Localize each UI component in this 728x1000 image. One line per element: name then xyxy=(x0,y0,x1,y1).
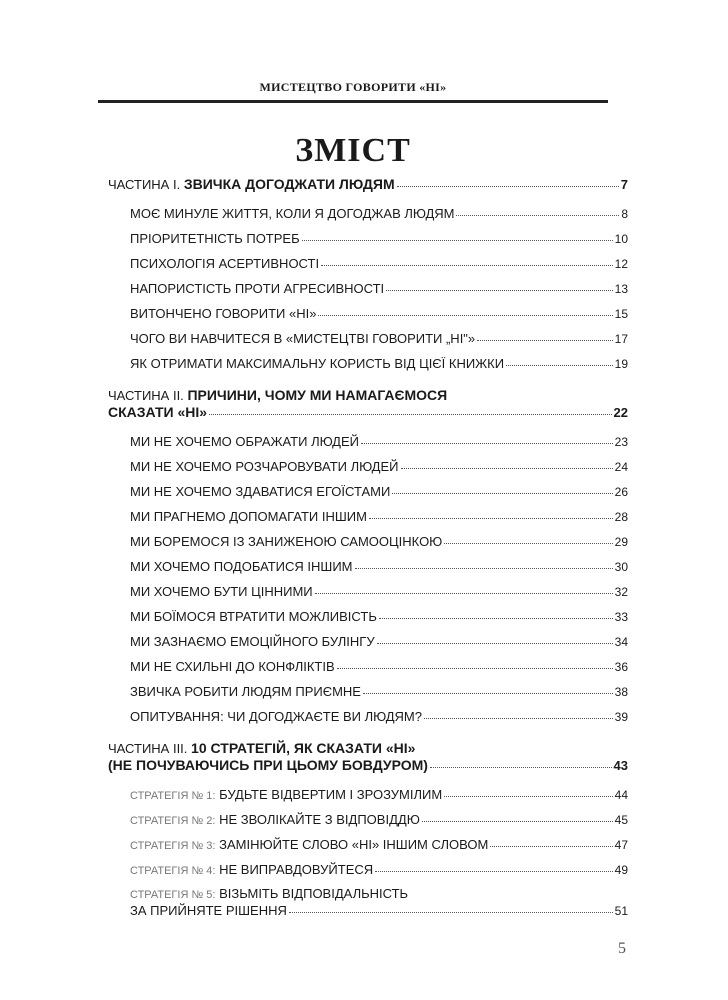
page-number: 5 xyxy=(618,940,626,957)
leader-dots xyxy=(397,174,619,187)
toc-item[interactable]: МИ ХОЧЕМО БУТИ ЦІННИМИ 32 xyxy=(108,583,628,608)
toc-part-2-line1[interactable]: ЧАСТИНА ІІ. ПРИЧИНИ, ЧОМУ МИ НАМАГАЄМОСЯ xyxy=(108,387,448,403)
toc-item[interactable]: МИ НЕ СХИЛЬНІ ДО КОНФЛІКТІВ 36 xyxy=(108,658,628,683)
toc-item[interactable]: МИ НЕ ХОЧЕМО ЗДАВАТИСЯ ЕГОЇСТАМИ 26 xyxy=(108,483,628,508)
toc-item[interactable]: МИ ЗАЗНАЄМО ЕМОЦІЙНОГО БУЛІНГУ 34 xyxy=(108,633,628,658)
toc-item[interactable]: СТРАТЕГІЯ № 1: БУДЬТЕ ВІДВЕРТИМ І ЗРОЗУМІЛИМ 44 xyxy=(108,786,628,811)
toc-item[interactable]: МИ ХОЧЕМО ПОДОБАТИСЯ ІНШИМ 30 xyxy=(108,558,628,583)
toc-item[interactable]: ОПИТУВАННЯ: ЧИ ДОГОДЖАЄТЕ ВИ ЛЮДЯМ? 39 xyxy=(108,708,628,733)
toc-part-3[interactable]: (НЕ ПОЧУВАЮЧИСЬ ПРИ ЦЬОМУ БОВДУРОМ) 43 xyxy=(108,757,628,773)
toc-part-1[interactable] xyxy=(108,176,628,201)
toc-item[interactable]: МИ НЕ ХОЧЕМО РОЗЧАРОВУВАТИ ЛЮДЕЙ 24 xyxy=(108,458,628,483)
toc-page-number: 43 xyxy=(613,758,628,773)
toc-part-3-line1[interactable]: ЧАСТИНА ІІІ. 10 СТРАТЕГІЙ, ЯК СКАЗАТИ «НІ» xyxy=(108,740,416,756)
running-head: МИСТЕЦТВО ГОВОРИТИ «НІ» xyxy=(259,80,447,94)
header-rule xyxy=(98,100,608,103)
toc-item[interactable]: ПРІОРИТЕТНІСТЬ ПОТРЕБ 10 xyxy=(108,230,628,255)
toc-item[interactable]: СТРАТЕГІЯ № 2: НЕ ЗВОЛІКАЙТЕ З ВІДПОВІДДЮ 45 xyxy=(108,811,628,836)
toc-item[interactable]: ЧОГО ВИ НАВЧИТЕСЯ В «МИСТЕЦТВІ ГОВОРИТИ „НІ"» 17 xyxy=(108,330,628,355)
toc-item[interactable]: ЗВИЧКА РОБИТИ ЛЮДЯМ ПРИЄМНЕ 38 xyxy=(108,683,628,708)
toc-item-line1[interactable]: СТРАТЕГІЯ № 5: ВІЗЬМІТЬ ВІДПОВІДАЛЬНІСТЬ xyxy=(130,886,409,901)
toc-part-label: ЧАСТИНА І. ЗВИЧКА ДОГОДЖАТИ ЛЮДЯМ xyxy=(108,176,395,192)
toc-item[interactable]: МИ БОЇМОСЯ ВТРАТИТИ МОЖЛИВІСТЬ 33 xyxy=(108,608,628,633)
toc-item[interactable]: СТРАТЕГІЯ № 3: ЗАМІНЮЙТЕ СЛОВО «НІ» ІНШИМ СЛОВОМ 47 xyxy=(108,836,628,861)
toc-page-number: 22 xyxy=(613,405,628,420)
toc-item[interactable]: СТРАТЕГІЯ № 4: НЕ ВИПРАВДОВУЙТЕСЯ 49 xyxy=(108,861,628,886)
toc-item[interactable]: МИ БОРЕМОСЯ ІЗ ЗАНИЖЕНОЮ САМООЦІНКОЮ 29 xyxy=(108,533,628,558)
toc-item[interactable]: МОЄ МИНУЛЕ ЖИТТЯ, КОЛИ Я ДОГОДЖАВ ЛЮДЯМ 8 xyxy=(108,205,628,230)
toc-item[interactable]: ЯК ОТРИМАТИ МАКСИМАЛЬНУ КОРИСТЬ ВІД ЦІЄЇ КНИЖКИ 19 xyxy=(108,355,628,380)
toc-item[interactable]: МИ НЕ ХОЧЕМО ОБРАЖАТИ ЛЮДЕЙ 23 xyxy=(108,433,628,458)
table-of-contents xyxy=(108,176,628,927)
leader-dots xyxy=(209,402,612,415)
toc-item[interactable]: НАПОРИСТІСТЬ ПРОТИ АГРЕСИВНОСТІ 13 xyxy=(108,280,628,305)
toc-item[interactable]: ПСИХОЛОГІЯ АСЕРТИВНОСТІ 12 xyxy=(108,255,628,280)
toc-part-2[interactable]: СКАЗАТИ «НІ» 22 xyxy=(108,404,628,420)
page-title: ЗМІСТ xyxy=(295,132,411,169)
toc-item[interactable]: МИ ПРАГНЕМО ДОПОМАГАТИ ІНШИМ 28 xyxy=(108,508,628,533)
leader-dots xyxy=(430,755,612,768)
toc-item[interactable]: ВИТОНЧЕНО ГОВОРИТИ «НІ» 15 xyxy=(108,305,628,330)
toc-item[interactable]: ЗА ПРИЙНЯТЕ РІШЕННЯ 51 xyxy=(108,902,628,927)
toc-page-number: 7 xyxy=(620,177,628,192)
